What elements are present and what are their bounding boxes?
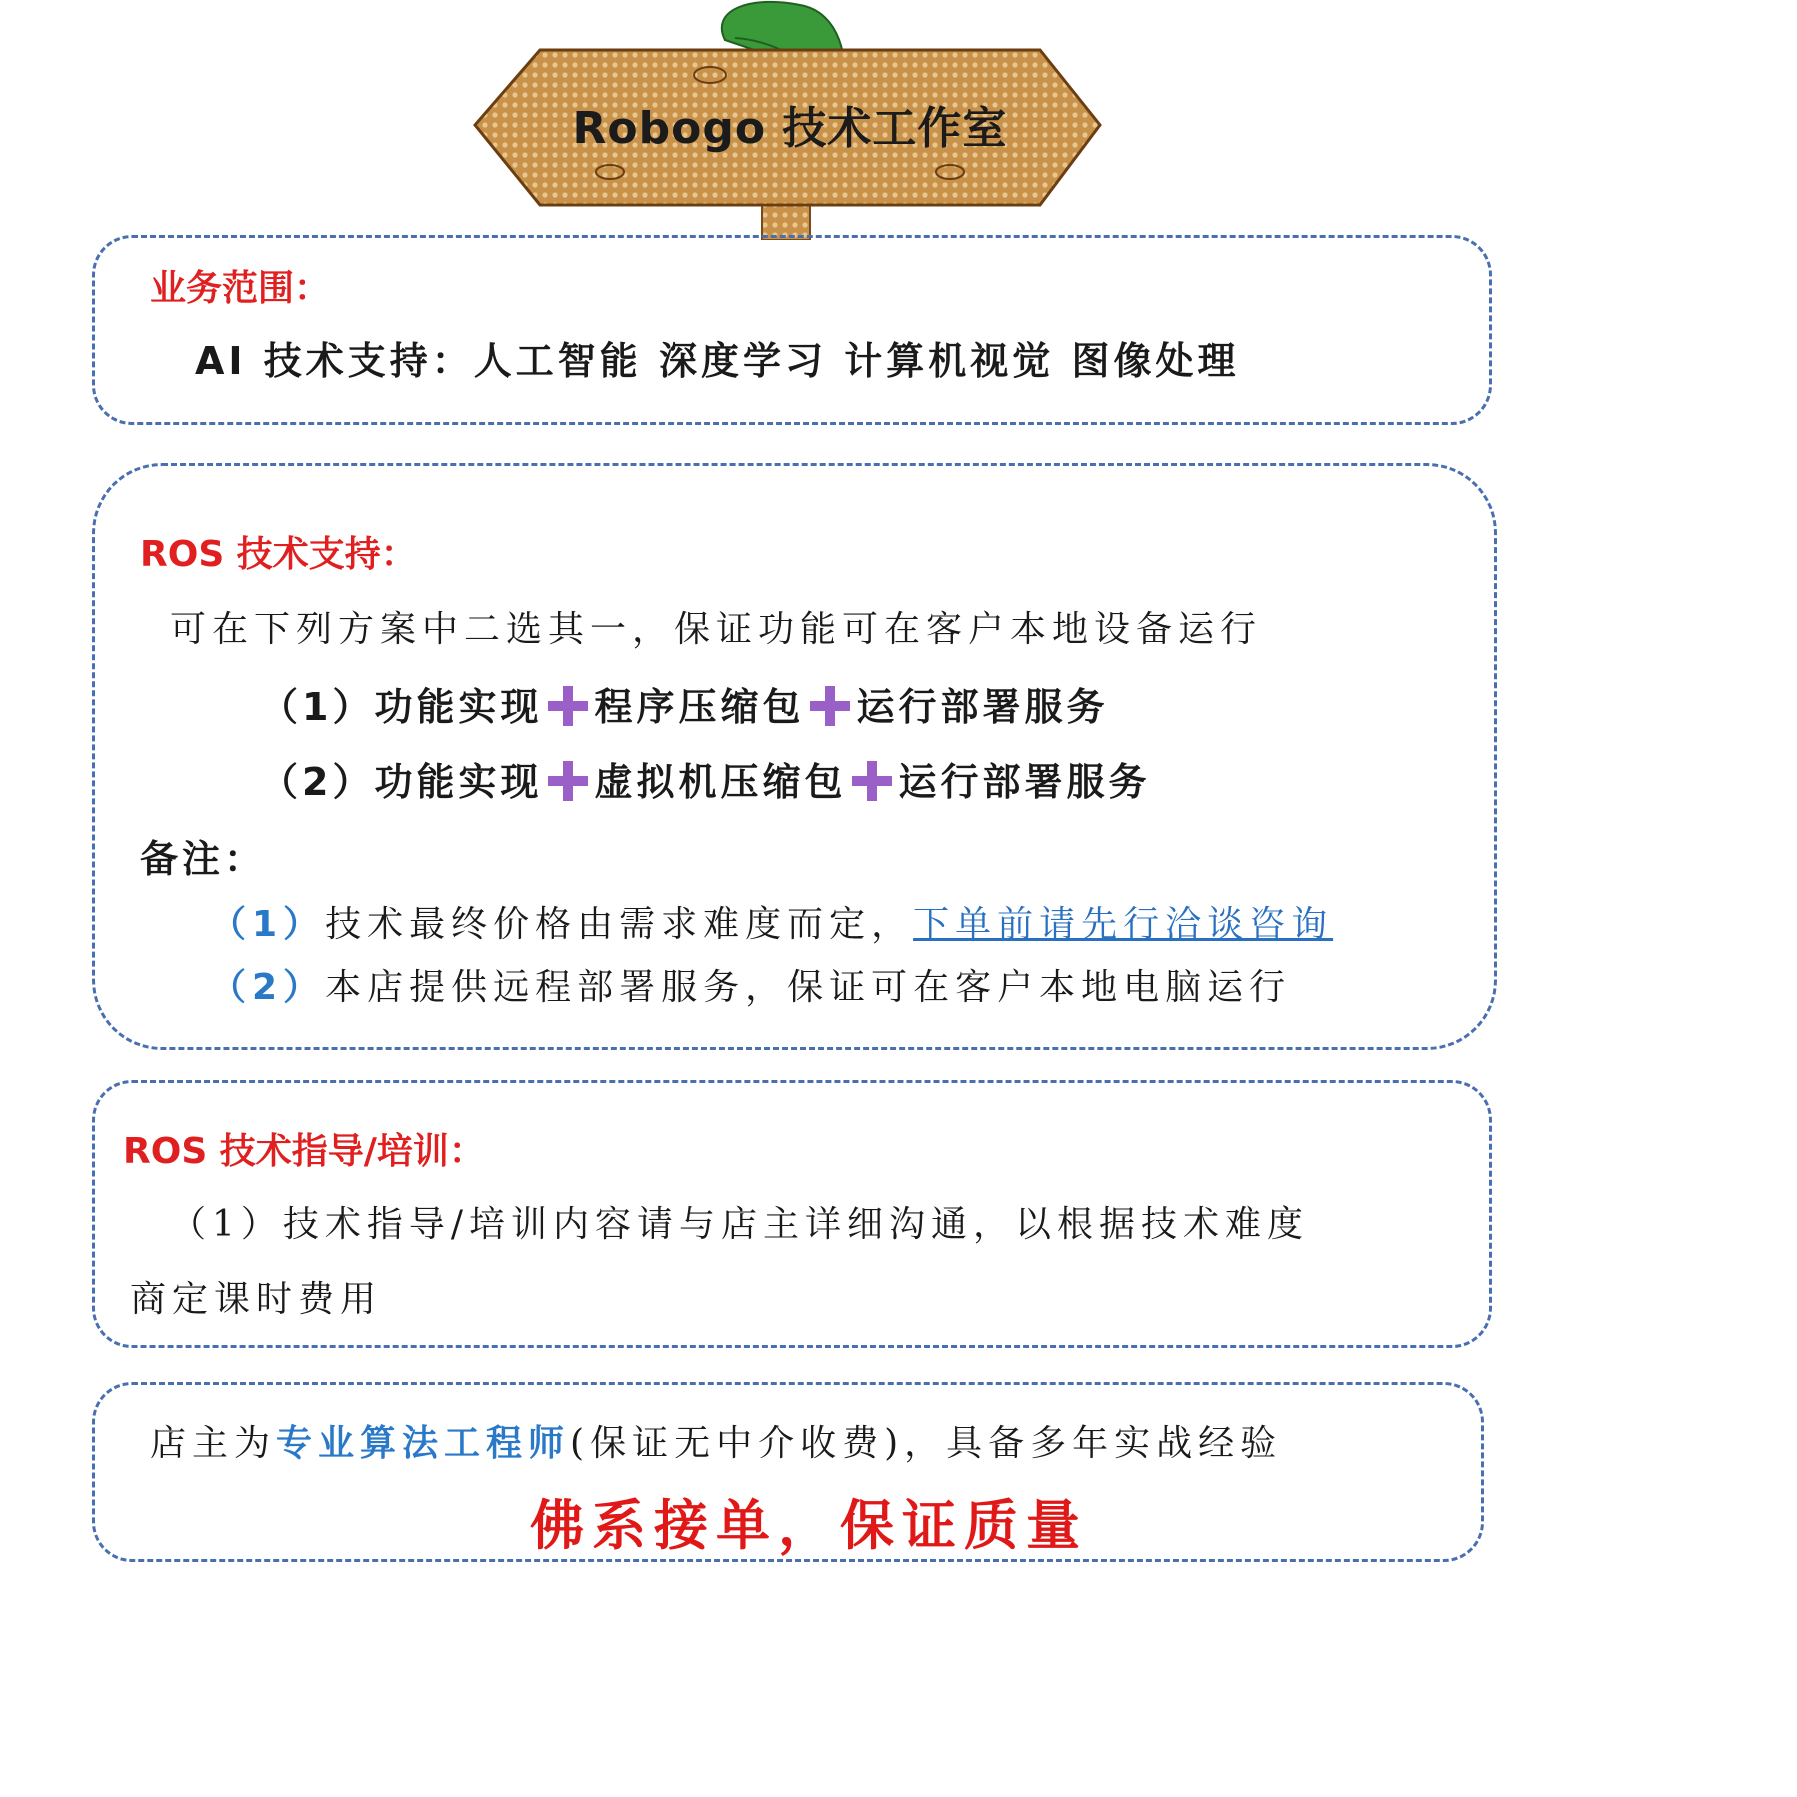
note-number: （1） [210, 904, 326, 945]
plus-icon [850, 759, 894, 803]
note-item [210, 896, 1333, 947]
ros-support-heading: ROS 技术支持： [140, 534, 417, 575]
option-middle: 程序压缩包 [594, 685, 805, 729]
option-prefix: （1）功能实现 [260, 685, 543, 729]
note-item [210, 959, 1291, 1010]
plus-icon [808, 684, 852, 728]
consult-link[interactable]: 下单前请先行洽谈咨询 [913, 904, 1334, 945]
page-title: Robogo 技术工作室 [572, 103, 1008, 154]
option-row [260, 676, 1108, 731]
option-suffix: 运行部署服务 [898, 760, 1151, 804]
ros-support-intro: 可在下列方案中二选其一，保证功能可在客户本地设备运行 [170, 609, 1263, 650]
owner-prefix: 店主为 [150, 1423, 277, 1464]
option-middle: 虚拟机压缩包 [594, 760, 847, 804]
note-text: 技术最终价格由需求难度而定， [325, 904, 914, 945]
header-sign [470, 0, 1110, 240]
owner-title: 专业算法工程师 [276, 1423, 571, 1464]
option-row [260, 751, 1150, 806]
note-text: 本店提供远程部署服务，保证可在客户本地电脑运行 [325, 967, 1292, 1008]
owner-line [150, 1415, 1282, 1466]
training-line: 商定课时费用 [130, 1279, 383, 1320]
owner-panel [92, 1382, 1484, 1562]
training-line: （1）技术指导/培训内容请与店主详细沟通，以根据技术难度 [170, 1204, 1310, 1245]
training-heading: ROS 技术指导/培训： [123, 1131, 485, 1172]
ros-support-panel [92, 463, 1497, 1050]
scope-panel [92, 235, 1492, 425]
plus-icon [546, 759, 590, 803]
ai-support-line: AI 技术支持：人工智能 深度学习 计算机视觉 图像处理 [195, 339, 1240, 383]
option-prefix: （2）功能实现 [260, 760, 543, 804]
option-suffix: 运行部署服务 [856, 685, 1109, 729]
owner-suffix: (保证无中介收费)，具备多年实战经验 [570, 1423, 1283, 1464]
training-panel [92, 1080, 1492, 1348]
notes-heading: 备注： [140, 837, 267, 881]
note-number: （2） [210, 967, 326, 1008]
slogan: 佛系接单，保证质量 [530, 1494, 1088, 1557]
scope-heading: 业务范围： [150, 268, 331, 309]
plus-icon [546, 684, 590, 728]
